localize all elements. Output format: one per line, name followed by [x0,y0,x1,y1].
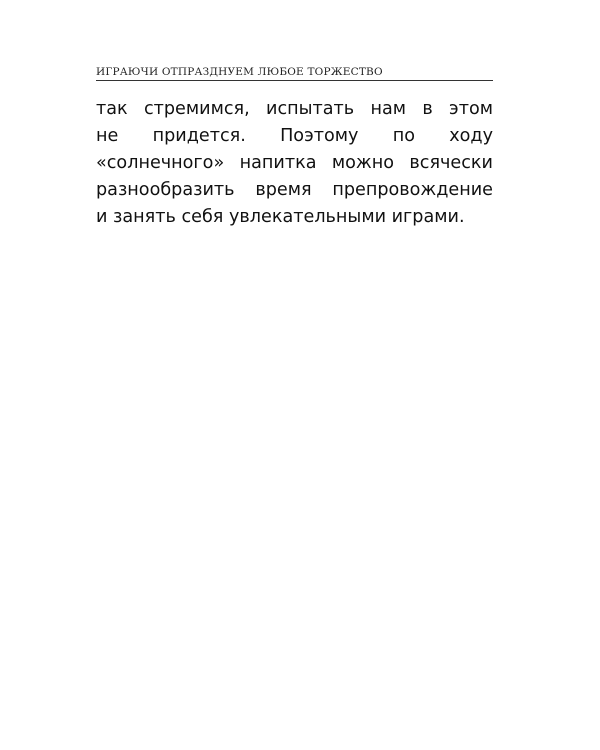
paragraph-line: разнообразить время препровождение [96,180,493,200]
header-divider [96,80,493,81]
paragraph-line: так стремимся, испытать нам в этом [96,99,493,119]
paragraph-line: «солнечного» напитка можно всячески [96,153,493,173]
body-paragraph [96,96,493,231]
running-header-title: ИГРАЮЧИ ОТПРАЗДНУЕМ ЛЮБОЕ ТОРЖЕСТВО [96,66,383,78]
paragraph-line-last: и занять себя увлекательными играми. [96,207,465,227]
paragraph-line: не придется. Поэтому по ходу [96,126,493,146]
